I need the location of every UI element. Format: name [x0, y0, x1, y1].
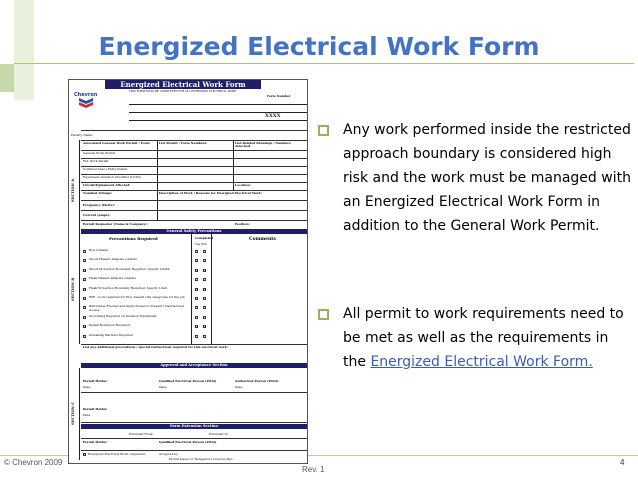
- confined-space-permit: Confined Space Entry Permit: [83, 167, 128, 171]
- decorative-accent-block: [0, 64, 14, 92]
- form-number-label: Form Number: [267, 94, 291, 98]
- completed-checkbox-icon: [203, 278, 206, 281]
- date-label-4: Date:: [83, 413, 92, 417]
- nominal-voltage-label: Nominal Voltage:: [83, 191, 113, 195]
- accepted-by-label: Accepted by:: [159, 452, 179, 456]
- completed-checkbox-icon: [203, 297, 206, 300]
- permit-holder-label-2: Permit Holder: [83, 407, 107, 411]
- list-permit-label: List Permit / Form Numbers:: [159, 141, 208, 145]
- precaution-item: Shock Hazard Analysis (obtain): [89, 257, 137, 262]
- work-completed-checkbox-icon: [83, 453, 86, 456]
- completed-checkbox-icon: [203, 269, 206, 272]
- precaution-checkbox-icon: [83, 297, 86, 300]
- precaution-checkbox-icon: [83, 316, 86, 319]
- precaution-item: Install By-Person Required: [89, 323, 130, 328]
- circuit-equipment-label: Circuit/Equipment Affected:: [83, 183, 131, 187]
- bullet-text-2: [343, 302, 633, 374]
- general-work-permit: General Work Permit: [83, 151, 116, 155]
- section-a-label: SECTION A: [71, 140, 80, 248]
- completed-header: Completed: [195, 236, 214, 240]
- hot-work-permit: Hot Work Permit: [83, 159, 109, 163]
- chevron-brand-text: Chevron: [74, 92, 98, 98]
- precaution-item: Grounding Required on Isolation Equipment: [89, 313, 157, 318]
- frequency-label: Frequency (Hertz):: [83, 203, 115, 207]
- general-safety-band: General Safety Precautions: [81, 229, 307, 234]
- permit-issuer-label: Permit Issuer or Delegated Company Rep.: [169, 457, 234, 461]
- completed-checkbox-icon: [203, 250, 206, 253]
- precaution-checkbox-icon: [83, 325, 86, 328]
- section-b-label: SECTION B: [71, 234, 80, 344]
- equipment-isolation-checklist: Equipment Isolation Checklist (LOTO): [83, 175, 142, 179]
- completed-checkbox-icon: [195, 250, 198, 253]
- extension-band: Form Extension Section: [81, 424, 307, 429]
- precaution-item: Flash Protection Boundary Required: Specify Limit:: [89, 285, 168, 290]
- associated-permit-label: Associated General Work Permit / Form:: [83, 141, 151, 145]
- permit-holder-label-3: Permit Holder: [83, 440, 107, 444]
- work-completed-label: Energized Electrical Work completed: [88, 452, 145, 456]
- completed-checkbox-icon: [203, 316, 206, 319]
- facility-name-label: Facility Name:: [71, 133, 94, 137]
- energized-electrical-work-form-link[interactable]: Energized Electrical Work Form.: [370, 354, 593, 370]
- completed-checkbox-icon: [203, 306, 206, 309]
- precaution-item: Shock Protection Boundary Required: Specify Limits:: [89, 266, 171, 271]
- completed-checkbox-icon: [195, 325, 198, 328]
- current-label: Current (amps):: [83, 213, 111, 217]
- bullet-icon-1: [318, 125, 329, 136]
- precaution-item: Barricades Erected and Signs Posted to Prevent Unauthorized Access: [89, 304, 185, 312]
- title-underline: [14, 63, 634, 64]
- precaution-item: PLA (obtain): [89, 248, 109, 252]
- slide-title: Energized Electrical Work Form: [98, 32, 540, 61]
- form-title: Energized Electrical Work Form: [105, 80, 261, 89]
- precaution-item: Insulating Barriers Required: [89, 332, 133, 337]
- date-label-2: Date:: [159, 385, 168, 389]
- completed-checkbox-icon: [203, 335, 206, 338]
- precaution-checkbox-icon: [83, 278, 86, 281]
- approval-band: Approval and Acceptance Section: [81, 363, 307, 368]
- precaution-checkbox-icon: [83, 259, 86, 262]
- copyright-text: © Chevron 2009: [4, 458, 63, 467]
- additional-precautions-label: List any additional precautions / special instructions required for this electrical work:: [83, 345, 228, 349]
- completed-checkbox-icon: [203, 259, 206, 262]
- date-label-3: Date:: [235, 385, 244, 389]
- completed-checkbox-icon: [195, 269, 198, 272]
- comments-header: Comments: [249, 237, 276, 242]
- completed-checkbox-icon: [195, 288, 198, 291]
- form-number-value: XXXX: [265, 113, 281, 119]
- revision-text: Rev. 1: [302, 465, 325, 474]
- location-label: Location:: [235, 183, 251, 187]
- completed-checkbox-icon: [195, 306, 198, 309]
- page-number: 4: [620, 458, 625, 467]
- yes-na-header: Yes N/A: [195, 242, 207, 246]
- completed-checkbox-icon: [195, 297, 198, 300]
- form-instruction-text: THIS FORM MUST BE COMPLETED FOR ALL ENERGIZED ELECTRICAL WORK: [129, 90, 237, 93]
- description-of-work-label: Description of Work / Reasons for Energized Electrical Work:: [159, 191, 262, 195]
- permit-requestor-label: Permit Requestor (Name & Company):: [83, 222, 148, 226]
- qualified-person-label: Qualified Electrical Person (Print): [159, 379, 217, 383]
- precaution-checkbox-icon: [83, 288, 86, 291]
- precaution-item: PPE - tools required for PLA, hazard risk categories for the job: [89, 295, 185, 299]
- permit-holder-label: Permit Holder: [83, 379, 107, 383]
- date-label-1: Date:: [83, 385, 92, 389]
- authorized-person-label: Authorized Person (Print): [235, 379, 279, 383]
- bullet-text-1: Any work performed inside the restricted approach boundary is considered high risk and the work must be managed with an Energized Electrical Work Form in addition to the General Work Permit.: [343, 122, 631, 234]
- completed-checkbox-icon: [203, 325, 206, 328]
- bullet-text-2-body: All permit to work requirements need to be met as well as the requirements in the: [343, 306, 624, 370]
- position-label: Position:: [235, 222, 250, 226]
- qualified-person-label-2: Qualified Electrical Person (Print): [159, 440, 217, 444]
- completed-checkbox-icon: [195, 316, 198, 319]
- precautions-required-header: Precautions Required: [109, 236, 158, 241]
- precaution-item: Flash Hazard Analysis (obtain): [89, 276, 136, 281]
- extended-from-label: Extended From:: [129, 432, 154, 436]
- completed-checkbox-icon: [195, 259, 198, 262]
- precaution-checkbox-icon: [83, 306, 86, 309]
- chevron-logo-icon: [73, 90, 99, 108]
- precaution-checkbox-icon: [83, 335, 86, 338]
- extended-to-label: Extended To:: [209, 432, 229, 436]
- bullet-icon-2: [318, 309, 329, 320]
- precaution-checkbox-icon: [83, 269, 86, 272]
- completed-checkbox-icon: [195, 278, 198, 281]
- section-c-label: SECTION C: [71, 368, 80, 460]
- completed-checkbox-icon: [203, 288, 206, 291]
- completed-checkbox-icon: [195, 335, 198, 338]
- energized-electrical-work-form-image: [68, 79, 308, 464]
- precaution-checkbox-icon: [83, 250, 86, 253]
- list-related-label: List Related Drawings / Numbers Attached: [235, 141, 291, 149]
